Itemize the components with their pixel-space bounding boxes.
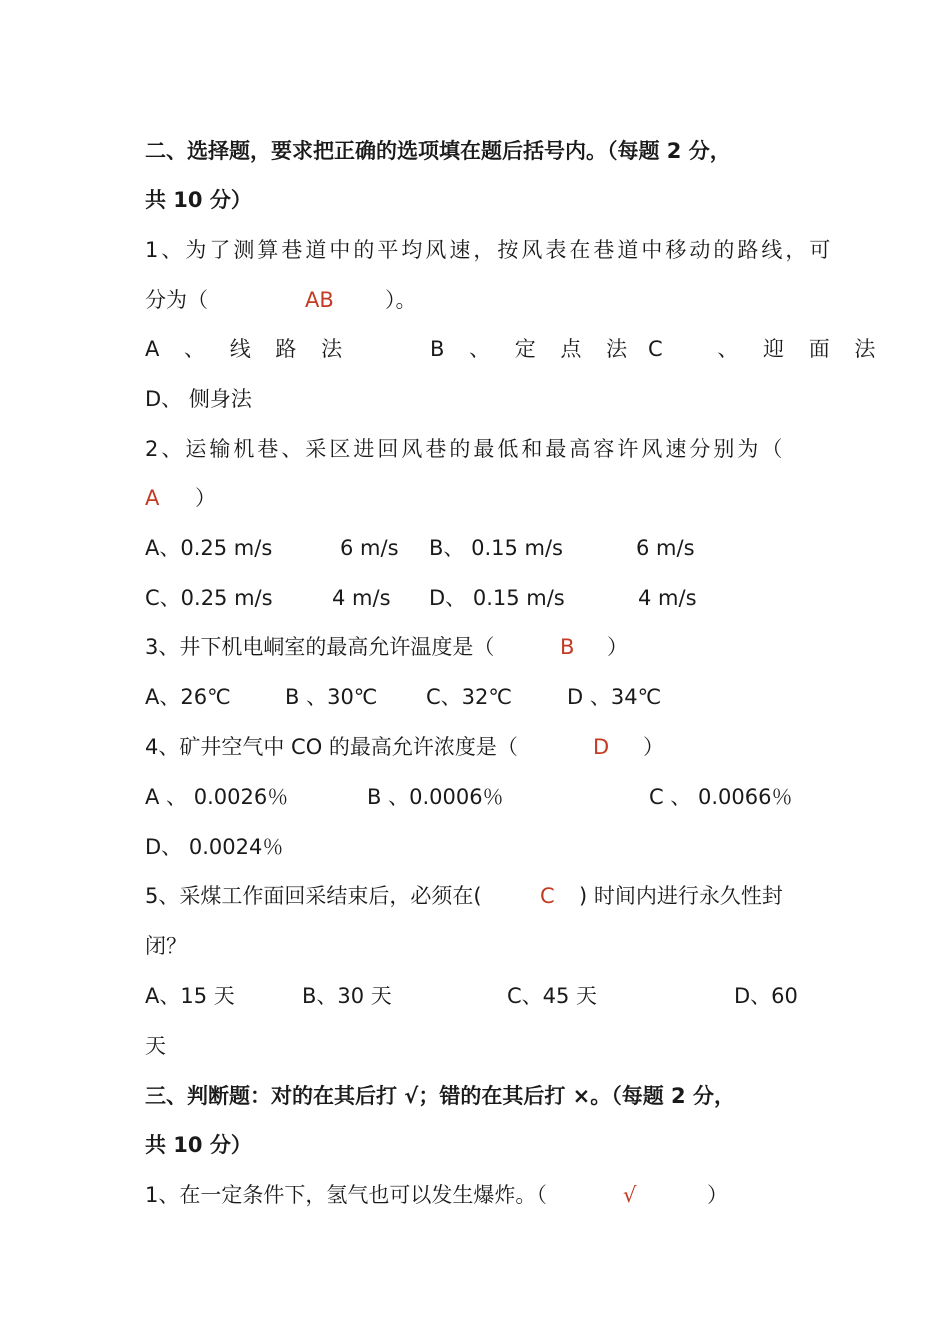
q5-stem-cont — [145, 929, 810, 963]
q1-answer: AB — [305, 288, 334, 312]
section3-heading — [145, 1079, 810, 1113]
section3-heading-line2: 共 10 分） — [145, 1133, 252, 1157]
q5-option-d: D、60 — [734, 984, 798, 1008]
tf1-answer: √ — [623, 1183, 637, 1207]
q2-stem-line1: 2、运输机巷、采区进回风巷的最低和最高容许风速分别为（ — [145, 437, 786, 461]
q4-option-c: C 、 0.0066％ — [649, 785, 793, 809]
q2-option-c-max: 4 m/s — [332, 586, 391, 610]
tf1-stem-pre: 1、在一定条件下，氢气也可以发生爆炸。（ — [145, 1183, 547, 1207]
q1-option-a: A 、 线 路 法 — [145, 337, 352, 361]
q4-option-b: B 、0.0006％ — [367, 785, 504, 809]
q3-answer: B — [560, 635, 575, 659]
section2-heading — [145, 134, 810, 168]
q3-stem-post: ） — [607, 635, 628, 659]
q1-options — [145, 332, 885, 366]
q4-stem-pre: 4、矿井空气中 CO 的最高允许浓度是（ — [145, 735, 518, 759]
q3-option-d: D 、34℃ — [567, 685, 662, 709]
section3-heading-cont — [145, 1128, 810, 1162]
section2-heading-cont — [145, 183, 810, 217]
tf1-stem — [145, 1178, 810, 1212]
q3-option-c: C、32℃ — [426, 685, 512, 709]
q4-stem — [145, 730, 810, 764]
section2-heading-line2: 共 10 分） — [145, 188, 252, 212]
q1-options-cont — [145, 382, 810, 416]
q4-option-a: A 、 0.0026％ — [145, 785, 289, 809]
q2-option-d-max: 4 m/s — [638, 586, 697, 610]
q3-options — [145, 680, 810, 714]
q4-options-cont — [145, 830, 810, 864]
q2-option-a: A、0.25 m/s — [145, 536, 273, 560]
q2-options-ab — [145, 531, 810, 565]
q5-options — [145, 979, 810, 1013]
q2-option-b: B、 0.15 m/s — [429, 536, 563, 560]
q4-options — [145, 780, 810, 814]
q4-option-d: D、 0.0024％ — [145, 835, 284, 859]
q1-stem-line1: 1、为了测算巷道中的平均风速，按风表在巷道中移动的路线，可 — [145, 238, 834, 262]
q5-stem-pre: 5、采煤工作面回采结束后，必须在( — [145, 884, 482, 908]
q5-options-cont — [145, 1029, 810, 1063]
q5-stem-post: ) 时间内进行永久性封 — [579, 884, 783, 908]
q3-stem — [145, 630, 810, 664]
q2-answer: A — [145, 486, 160, 510]
tf1-stem-post: ） — [707, 1183, 728, 1207]
q3-stem-pre: 3、井下机电峒室的最高允许温度是（ — [145, 635, 495, 659]
q2-option-d: D、 0.15 m/s — [429, 586, 565, 610]
q3-option-b: B 、30℃ — [285, 685, 378, 709]
section2-heading-line1: 二、选择题，要求把正确的选项填在题后括号内。（每题 2 分， — [145, 139, 731, 163]
q2-option-a-max: 6 m/s — [340, 536, 399, 560]
q4-stem-post: ） — [643, 735, 664, 759]
q1-stem-pre: 分为（ — [145, 288, 208, 312]
q2-options-cd — [145, 581, 810, 615]
q5-option-a: A、15 天 — [145, 984, 235, 1008]
q5-answer: C — [540, 884, 555, 908]
q1-option-c: C 、 迎 面 法 — [648, 337, 885, 361]
q4-answer: D — [593, 735, 610, 759]
q5-stem-line2: 闭？ — [145, 934, 187, 958]
q2-stem — [145, 432, 810, 466]
q3-option-a: A、26℃ — [145, 685, 231, 709]
q5-option-d-wrap: 天 — [145, 1034, 166, 1058]
q1-option-d: D、 侧身法 — [145, 387, 252, 411]
q2-option-b-max: 6 m/s — [636, 536, 695, 560]
q2-option-c: C、0.25 m/s — [145, 586, 273, 610]
q5-option-c: C、45 天 — [507, 984, 598, 1008]
q5-option-b: B、30 天 — [302, 984, 392, 1008]
q1-option-b: B 、 定 点 法 — [430, 337, 637, 361]
q1-stem-cont — [145, 283, 810, 317]
q2-stem-post: ） — [195, 486, 216, 510]
q1-stem — [145, 233, 834, 267]
q2-stem-cont — [145, 481, 810, 515]
section3-heading-line1: 三、判断题：对的在其后打 √；错的在其后打 ×。（每题 2 分， — [145, 1084, 735, 1108]
q1-stem-post: ）。 — [385, 288, 417, 312]
q5-stem — [145, 879, 810, 913]
